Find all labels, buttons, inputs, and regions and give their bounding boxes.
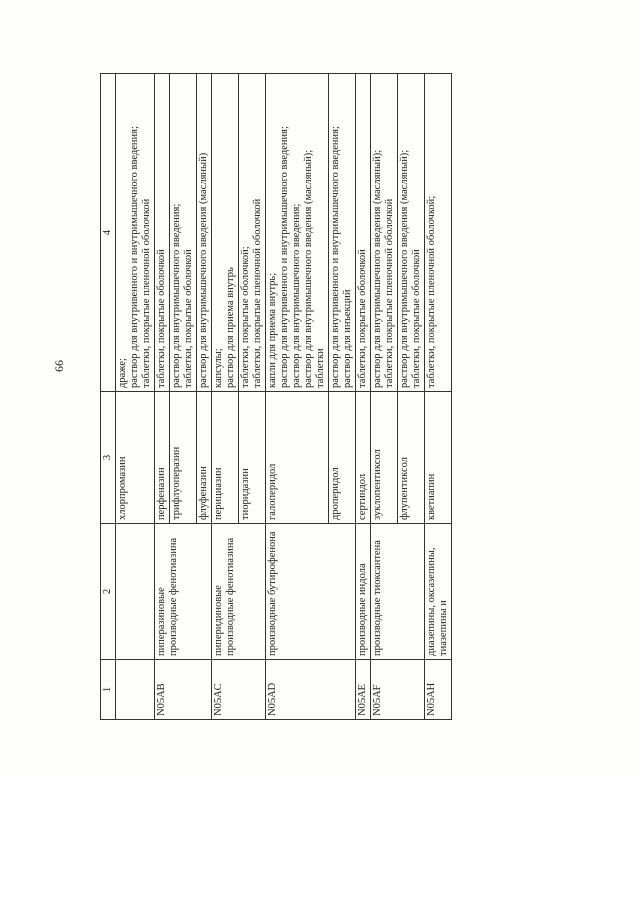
forms-cell: [212, 74, 239, 392]
atc-code-cell: N05AF: [371, 660, 425, 720]
table-row: [356, 74, 371, 720]
atc-code-cell: N05AE: [356, 660, 371, 720]
dosage-form: таблетки, покрытые пленочной оболочкой: [252, 198, 263, 388]
dosage-form: таблетки, покрытые пленочной оболочкой: [384, 198, 395, 388]
forms-cell: [116, 74, 155, 392]
dosage-form: раствор для внутримышечного введения (масляный): [198, 152, 209, 388]
atc-code-cell: N05AC: [212, 660, 266, 720]
drug-cell: галоперидол: [266, 392, 329, 524]
rotated-table-container: [100, 74, 570, 720]
drug-cell: тиоридазин: [239, 392, 266, 524]
dosage-form: капсулы;: [213, 348, 224, 388]
dosage-form: драже;: [117, 358, 128, 388]
header-cell: 1: [101, 660, 116, 720]
dosage-form: раствор для внутримышечного введения;: [291, 203, 302, 388]
forms-cell: [239, 74, 266, 392]
drug-cell: дроперидол: [329, 392, 356, 524]
dosage-form: таблетки, покрытые оболочкой;: [240, 246, 251, 388]
forms-cell: [425, 74, 452, 392]
table-header-row: [101, 74, 116, 720]
dosage-form: раствор для внутримышечного введения (масляный);: [372, 149, 383, 388]
forms-cell: [266, 74, 329, 392]
dosage-form: раствор для инъекций: [342, 289, 353, 388]
forms-cell: [170, 74, 197, 392]
group-cell: производные тиоксантена: [371, 524, 425, 660]
dosage-form: таблетки, покрытые оболочкой: [156, 249, 167, 388]
drug-table: [100, 73, 452, 720]
group-cell: диазепины, оксазепины, тиазепины и: [425, 524, 452, 660]
forms-cell: [356, 74, 371, 392]
header-cell: 2: [101, 524, 116, 660]
dosage-form: раствор для внутримышечного введения (масляный);: [399, 149, 410, 388]
table-row: [116, 74, 155, 720]
group-cell: пиперазиновые производные фенотиазина: [155, 524, 212, 660]
drug-cell: сертиндол: [356, 392, 371, 524]
forms-cell: [155, 74, 170, 392]
dosage-form: капли для приема внутрь;: [267, 272, 278, 388]
drug-cell: кветиапин: [425, 392, 452, 524]
atc-code-cell: N05AB: [155, 660, 212, 720]
table-row: [371, 74, 398, 720]
dosage-form: раствор для внутривенного и внутримышечного введения;: [330, 126, 341, 388]
drug-cell: флупентиксол: [398, 392, 425, 524]
dosage-form: таблетки, покрытые пленочной оболочкой;: [426, 195, 437, 388]
forms-cell: [371, 74, 398, 392]
header-cell: 3: [101, 392, 116, 524]
header-cell: 4: [101, 74, 116, 392]
dosage-form: таблетки, покрытые оболочкой: [183, 249, 194, 388]
atc-code-cell: N05AH: [425, 660, 452, 720]
forms-cell: [398, 74, 425, 392]
dosage-form: раствор для приема внутрь: [225, 267, 236, 388]
forms-cell: [197, 74, 212, 392]
table-row: [212, 74, 239, 720]
group-cell: [116, 524, 155, 660]
drug-cell: зуклопентиксол: [371, 392, 398, 524]
drug-cell: трифлуоперазин: [170, 392, 197, 524]
page-number: 66: [52, 360, 66, 372]
drug-cell: хлорпромазин: [116, 392, 155, 524]
drug-cell: перициазин: [212, 392, 239, 524]
dosage-form: таблетки, покрытые пленочной оболочкой: [141, 198, 152, 388]
forms-cell: [329, 74, 356, 392]
group-cell: пиперидиновые производные фенотиазина: [212, 524, 266, 660]
table-row: [425, 74, 452, 720]
group-cell: производные индола: [356, 524, 371, 660]
dosage-form: таблетки, покрытые оболочкой: [411, 249, 422, 388]
blank-margin: [0, 772, 640, 905]
table-row: [155, 74, 170, 720]
table-row: [266, 74, 329, 720]
drug-cell: флуфеназин: [197, 392, 212, 524]
drug-cell: перфеназин: [155, 392, 170, 524]
group-cell: производные бутирофенона: [266, 524, 356, 660]
dosage-form: таблетки: [315, 348, 326, 388]
atc-code-cell: [116, 660, 155, 720]
dosage-form: таблетки, покрытые оболочкой: [357, 249, 368, 388]
dosage-form: раствор для внутримышечного введения;: [171, 203, 182, 388]
atc-code-cell: N05AD: [266, 660, 356, 720]
dosage-form: раствор для внутривенного и внутримышечного введения;: [129, 126, 140, 388]
dosage-form: раствор для внутримышечного введения (масляный);: [303, 149, 314, 388]
dosage-form: раствор для внутривенного и внутримышечного введения;: [279, 126, 290, 388]
